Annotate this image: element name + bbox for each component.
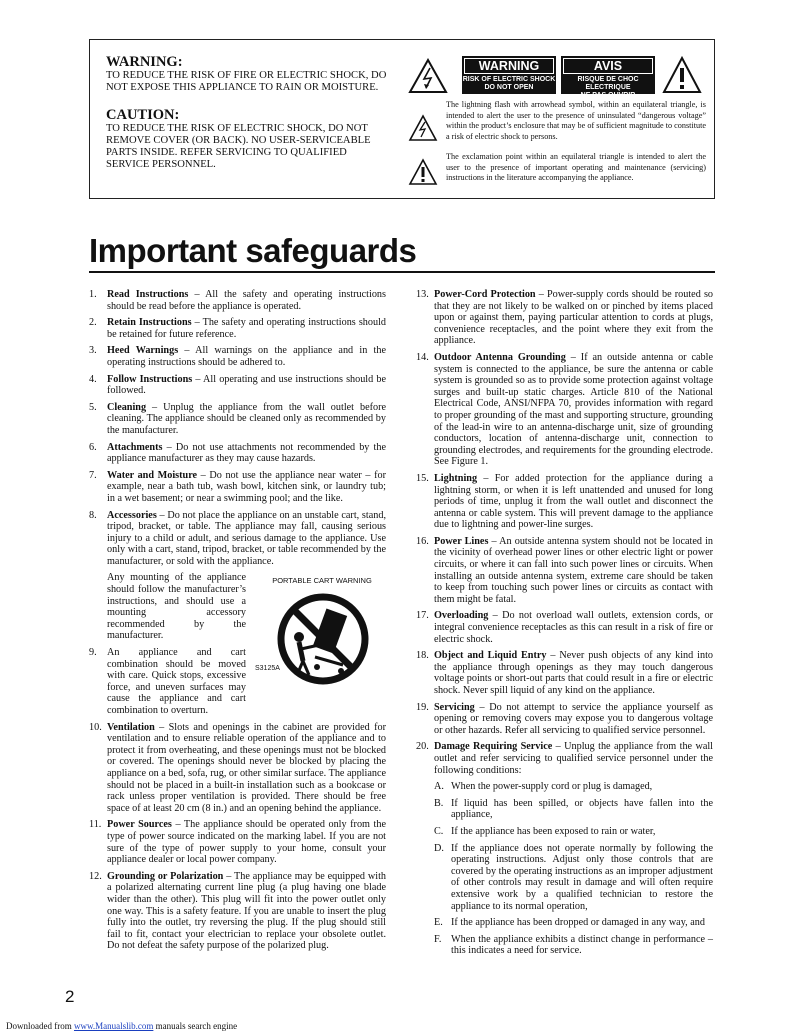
item-text: – If an outside antenna or cable system is connected to the appliance, be sure the antenna or cable system is grounded so as to provide some protection against voltage surges and built-up static charges. Article 810 of the National Electrical Code, ANSI/NFPA 70, provides information with regard to proper grounding of the mast and supporting structure, grounding of the lead-in wire to an antenna-discharge unit, size of grounding conductors, location of antenna-discharge unit, connection to grounding electrodes, and requirements for the grounding electrode. See Figure 1. (434, 351, 713, 468)
exclamation-explanation: The exclamation point within an equilateral triangle is intended to alert the user to the presence of important operating and maintenance (servicing) instructions in the literature accompanying the appliance. (446, 152, 706, 183)
safeguard-item (89, 470, 386, 505)
condition-letter: B. (434, 797, 444, 809)
item-number: 7. (89, 469, 97, 481)
safeguard-item (416, 473, 713, 531)
right-items-group (416, 289, 713, 776)
condition-item (416, 843, 713, 913)
left-items-group-2 (89, 722, 386, 952)
badge-avis-title: AVIS (563, 58, 653, 74)
warning-heading: WARNING: (106, 54, 183, 70)
item-text: – Do not place the appliance on an unstable cart, stand, tripod, bracket, or table. The appliance may fall, causing serious injury to a child or adult, and serious damage to the appliance. Use only with a cart, stand, tripod, bracket, or table recommended by the manufacturer, or sold with the appliance. (107, 509, 386, 567)
item-number: 13. (416, 289, 429, 300)
item-number: 16. (416, 535, 429, 547)
condition-letter: E. (434, 917, 443, 929)
condition-item (416, 798, 713, 821)
condition-item (416, 917, 713, 929)
item-heading: Ventilation (107, 721, 155, 733)
safeguard-item (89, 510, 386, 568)
safeguard-item (89, 374, 386, 397)
warning-text: TO REDUCE THE RISK OF FIRE OR ELECTRIC SHOCK, DO NOT EXPOSE THIS APPLIANCE TO RAIN OR MOISTURE. (106, 70, 387, 94)
item-heading: Grounding or Polarization (107, 870, 224, 882)
damage-conditions-list (416, 781, 713, 957)
condition-text: If liquid has been spilled, or objects have fallen into the appliance, (451, 797, 713, 821)
lightning-small-icon (408, 114, 438, 142)
item-heading: Servicing (434, 701, 475, 713)
item-text: – All operating and use instructions should be followed. (107, 373, 386, 397)
footer (6, 1021, 237, 1031)
safeguard-item (89, 442, 386, 465)
item-number: 18. (416, 650, 429, 662)
item-number: 3. (89, 345, 97, 357)
badge-warning-title: WARNING (464, 58, 554, 74)
condition-item (416, 934, 713, 957)
caution-heading: CAUTION: (106, 106, 180, 123)
item-text: – Do not overload wall outlets, extension cords, or integral convenience receptacles as this can result in a risk of fire or electric shock. (434, 610, 713, 645)
warning-text-block (106, 54, 388, 172)
safeguard-item (89, 819, 386, 865)
condition-item (416, 781, 713, 793)
cart-caption: PORTABLE CART WARNING (272, 576, 372, 586)
item-text: – For added protection for the appliance during a lightning storm, or when it is left unattended and unused for long periods of time, unplug it from the wall outlet and disconnect the antenna or cable system. This will prevent damage to the appliance due to lightning and power-line surges. (434, 472, 713, 531)
item-heading: Follow Instructions (107, 373, 193, 385)
item-heading: Lightning (434, 472, 478, 484)
item-number: 11. (89, 819, 102, 831)
item-heading: Heed Warnings (107, 345, 179, 357)
item-text: – The appliance should be operated only from the type of power source indicated on the marking label. If you are not sure of the type of power supply to your home, consult your appliance dealer or local power company. (107, 819, 386, 866)
item-number: 9. (89, 647, 97, 659)
item-heading: Power-Cord Protection (434, 289, 536, 300)
condition-letter: D. (434, 842, 444, 854)
exclamation-triangle-icon (662, 56, 702, 94)
safeguard-item (89, 871, 386, 952)
safeguard-item (89, 402, 386, 437)
item-text: – Do not attempt to service the appliance yourself as opening or removing covers may expose you to dangerous voltage or other hazards. Refer all servicing to qualified service personnel. (434, 701, 713, 736)
warning-badge (462, 56, 556, 94)
condition-text: When the appliance exhibits a distinct change in performance – this indicates a need for service. (451, 933, 713, 957)
item-text: – Do not use the appliance near water – for example, near a bath tub, wash bowl, kitchen sink, or laundry tub; in a wet basement; or near a swimming pool; and the like. (107, 469, 386, 504)
item-heading: Cleaning (107, 401, 147, 413)
footer-suffix: manuals search engine (153, 1021, 238, 1031)
badge-avis-sub2: NE PAS OUVRIR (580, 92, 636, 99)
item-number: 1. (89, 289, 97, 300)
condition-text: When the power-supply cord or plug is damaged, (451, 781, 653, 793)
item-number: 5. (89, 401, 97, 413)
item-heading: Water and Moisture (107, 469, 198, 481)
safeguard-item (416, 352, 713, 468)
item-heading: Accessories (107, 509, 157, 521)
item-number: 2. (89, 317, 97, 329)
item-number: 6. (89, 441, 97, 453)
left-column (89, 289, 386, 957)
footer-prefix: Downloaded from (6, 1021, 74, 1031)
safeguard-item (416, 289, 713, 347)
safeguard-item (89, 289, 386, 312)
item-heading: Retain Instructions (107, 317, 192, 329)
warning-box (89, 39, 715, 199)
item-text: – Power-supply cords should be routed so that they are not likely to be walked on or pinched by items placed upon or against them, paying particular attention to cords at plugs, convenience receptacles, and the point where they exit from the appliance. (434, 289, 713, 347)
exclamation-small-icon (408, 158, 438, 186)
item-heading: Attachments (107, 441, 163, 453)
item-number: 15. (416, 472, 429, 484)
page-title: Important safeguards (89, 232, 417, 269)
safeguard-item (416, 741, 713, 776)
item-text: – The safety and operating instructions should be retained for future reference. (107, 317, 386, 340)
item-text: – Do not use attachments not recommended by the appliance manufacturer as they may cause hazards. (107, 441, 386, 465)
safeguard-item (89, 345, 386, 368)
safeguard-item (416, 536, 713, 606)
safeguard-item (416, 610, 713, 645)
manualslib-link[interactable]: www.Manualslib.com (73, 1021, 154, 1031)
title-rule (89, 271, 715, 273)
item-heading: Read Instructions (107, 289, 189, 300)
item-heading: Outdoor Antenna Grounding (434, 351, 566, 363)
item-number: 10. (89, 721, 102, 733)
right-column (416, 289, 713, 962)
item-text: An appliance and cart combination should be moved with care. Quick stops, excessive force, and uneven surfaces may cause the appliance and cart combination to overturn. (107, 647, 246, 716)
item-number: 8. (89, 509, 97, 521)
item-number: 17. (416, 610, 429, 622)
item-8-continued-text: Any mounting of the appliance should follow the manufacturer’s instructions, and should use a mounting accessory recommended by the manufacturer. (107, 572, 246, 642)
item-heading: Power Sources (107, 819, 172, 831)
badge-warning-sub1: RISK OF ELECTRIC SHOCK (462, 76, 556, 83)
avis-badge (561, 56, 655, 99)
warning-badges (462, 56, 658, 99)
item-number: 19. (416, 701, 429, 713)
item-heading: Object and Liquid Entry (434, 650, 547, 662)
item-text: – The appliance may be equipped with a polarized alternating current line plug (a plug having one blade wider than the other). This plug will fit into the power outlet only one way. This is a safety feature. If you are unable to insert the plug fully into the outlet, try reversing the plug. If the plug should still fail to fit, contact your electrician to replace your obsolete outlet. Do not defeat the safety purpose of the polarized plug. (107, 870, 386, 952)
item-number: 20. (416, 741, 429, 753)
condition-letter: C. (434, 825, 444, 837)
left-items-group (89, 289, 386, 567)
item-text: – Slots and openings in the cabinet are provided for ventilation and to ensure reliable operation of the appliance and to protect it from overheating, and these openings must not be blocked or covered. The openings should never be blocked by placing the appliance on a bed, sofa, rug, or other similar surface. The appliance should not be placed in a built-in installation such as a bookcase or rack unless proper ventilation is provided. There should be free space of at least 20 cm (8 in.) and an opening behind the appliance. (107, 721, 387, 814)
item-number: 14. (416, 351, 429, 363)
condition-text: If the appliance has been dropped or damaged in any way, and (451, 917, 705, 929)
item-heading: Overloading (434, 610, 489, 622)
condition-text: If the appliance has been exposed to rain or water, (451, 825, 656, 837)
item-heading: Damage Requiring Service (434, 741, 553, 753)
caution-text: TO REDUCE THE RISK OF ELECTRIC SHOCK, DO NOT REMOVE COVER (OR BACK). NO USER-SERVICEABLE PARTS INSIDE. REFER SERVICING TO QUALIFIED SERVICE PERSONNEL. (106, 122, 371, 171)
condition-letter: A. (434, 781, 444, 793)
item-text: – An outside antenna system should not be located in the vicinity of overhead power lines or other electric light or power circuits, or where it can fall into such power lines or circuits. When installing an outside antenna system, extreme care should be taken to keep from touching such power lines or circuits as contact with them might be fatal. (434, 535, 714, 605)
page-number: 2 (65, 987, 75, 1006)
item-number: 4. (89, 373, 97, 385)
safeguard-item (416, 650, 713, 696)
condition-text: If the appliance does not operate normally by following the operating instructions. Adjust only those controls that are covered by the operating instructions as an improper adjustment of other controls may result in damage and will often require extensive work by a qualified technician to restore the appliance to its normal operation, (451, 842, 713, 912)
item-text: – Never push objects of any kind into the appliance through openings as they may touch dangerous voltage points or short-out parts that could result in a fire or electric shock. Never spill liquid of any kind on the appliance. (434, 650, 713, 696)
safeguard-item (89, 722, 386, 815)
safeguard-item (416, 702, 713, 737)
lightning-explanation: The lightning flash with arrowhead symbol, within an equilateral triangle, is intended to alert the user to the presence of uninsulated “dangerous voltage” within the product’s enclosure that may be of sufficient magnitude to constitute a risk of electric shock to persons. (446, 100, 706, 141)
item-text: – Unplug the appliance from the wall outlet and refer servicing to qualified service personnel under the following conditions: (434, 741, 713, 776)
cart-section (89, 572, 386, 716)
item-number: 12. (89, 870, 102, 882)
lightning-triangle-icon (408, 58, 448, 94)
badge-warning-sub2: DO NOT OPEN (484, 84, 534, 91)
item-text: – Unplug the appliance from the wall outlet before cleaning. The appliance should be cleaned only as recommended by the manufacturer. (107, 401, 386, 436)
condition-letter: F. (434, 933, 442, 945)
cart-code: S3125A (255, 665, 280, 673)
badge-avis-sub1: RISQUE DE CHOC ELECTRIQUE (577, 76, 639, 91)
condition-item (416, 826, 713, 838)
item-text: – All warnings on the appliance and in the operating instructions should be adhered to. (107, 345, 386, 368)
portable-cart-warning (257, 575, 387, 690)
safeguard-item (89, 317, 386, 340)
item-text: – All the safety and operating instructions should be read before the appliance is operated. (107, 289, 386, 312)
item-heading: Power Lines (434, 535, 489, 547)
